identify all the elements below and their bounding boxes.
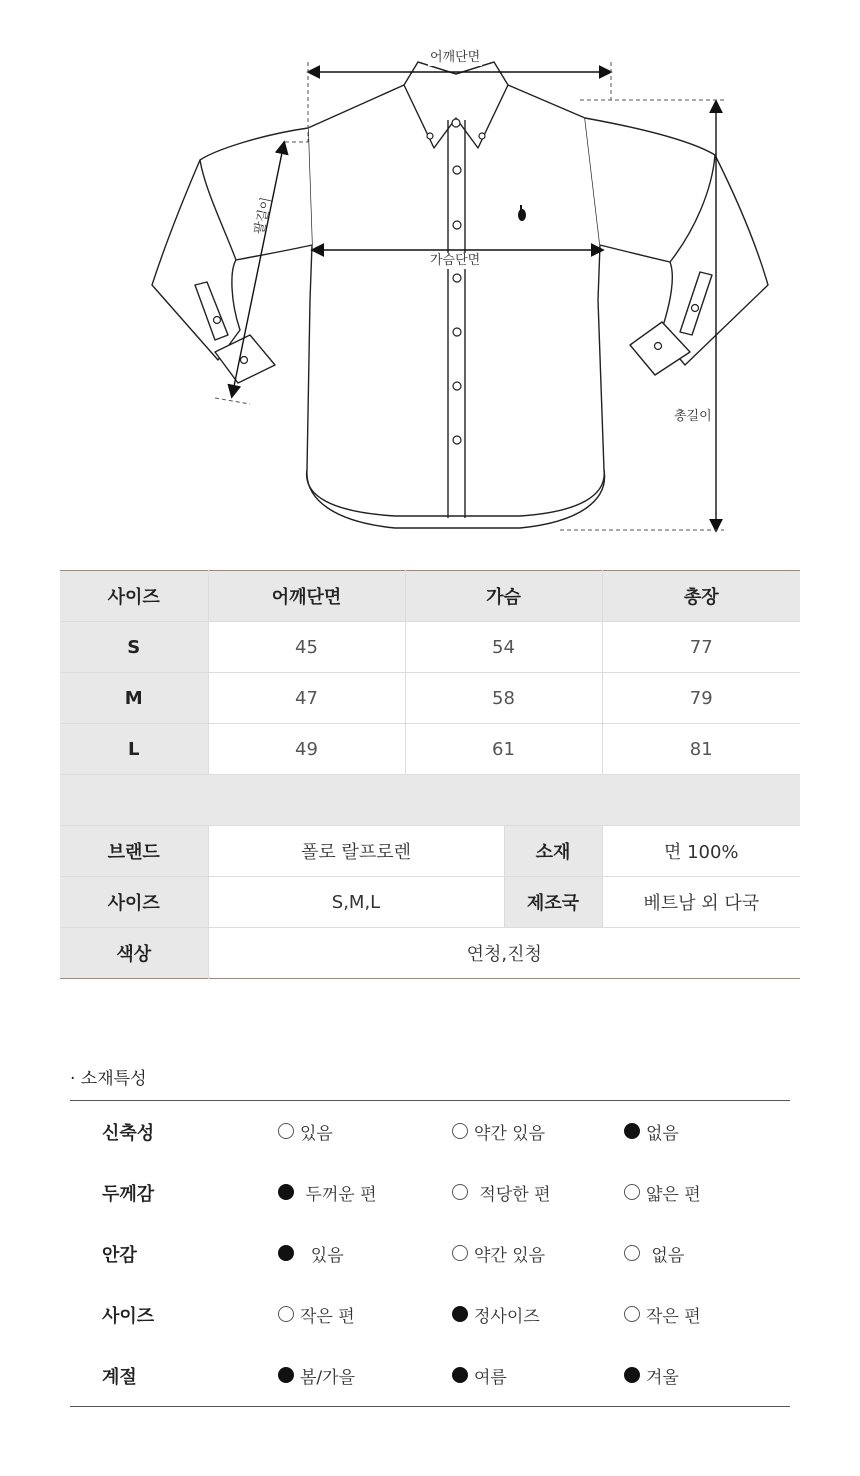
radio-option-label: 있음 <box>300 1123 333 1144</box>
material-row-label: 사이즈 <box>102 1305 155 1327</box>
radio-option[interactable] <box>278 1241 344 1266</box>
shoulder-cell: 49 <box>208 724 405 775</box>
header-length: 총장 <box>602 571 800 622</box>
material-section-title: · 소재특성 <box>70 1069 147 1089</box>
header-shoulder: 어깨단면 <box>208 571 405 622</box>
table-row <box>60 622 800 673</box>
radio-option[interactable] <box>624 1119 679 1144</box>
radio-empty-icon <box>278 1306 294 1322</box>
radio-option[interactable] <box>278 1180 377 1205</box>
radio-filled-icon <box>452 1367 468 1383</box>
chest-label: 가슴단면 <box>430 253 481 268</box>
radio-option[interactable] <box>452 1119 545 1144</box>
shoulder-cell: 47 <box>208 673 405 724</box>
info-row-color <box>60 928 800 979</box>
shoulder-label: 어깨단면 <box>430 50 481 65</box>
radio-empty-icon <box>452 1184 468 1200</box>
spacer-row <box>60 775 800 826</box>
material-row <box>70 1162 790 1223</box>
material-row <box>70 1101 790 1163</box>
total-length-label: 총길이 <box>674 409 712 424</box>
radio-empty-icon <box>624 1306 640 1322</box>
radio-option[interactable] <box>278 1363 355 1388</box>
brand-value: 폴로 랄프로렌 <box>208 826 504 877</box>
radio-empty-icon <box>452 1123 468 1139</box>
size-cell: S <box>60 622 208 673</box>
material-row <box>70 1345 790 1407</box>
chest-cell: 61 <box>405 724 602 775</box>
radio-empty-icon <box>624 1184 640 1200</box>
radio-filled-icon <box>278 1367 294 1383</box>
radio-option-label: 적당한 편 <box>474 1184 551 1205</box>
radio-filled-icon <box>452 1306 468 1322</box>
radio-filled-icon <box>624 1367 640 1383</box>
radio-option-label: 여름 <box>474 1367 507 1388</box>
sleeve-length-label: 팔길이 <box>252 195 275 236</box>
radio-option-label: 없음 <box>646 1123 679 1144</box>
length-cell: 77 <box>602 622 800 673</box>
header-chest: 가슴 <box>405 571 602 622</box>
shoulder-cell: 45 <box>208 622 405 673</box>
origin-value: 베트남 외 다국 <box>602 877 800 928</box>
radio-option[interactable] <box>278 1302 355 1327</box>
info-size-value: S,M,L <box>208 877 504 928</box>
size-header-row <box>60 571 800 622</box>
radio-option-label: 약간 있음 <box>474 1123 546 1144</box>
radio-option-label: 약간 있음 <box>474 1245 546 1266</box>
radio-filled-icon <box>624 1123 640 1139</box>
radio-option-label: 두꺼운 편 <box>300 1184 377 1205</box>
size-table <box>60 570 800 979</box>
material-row-label: 신축성 <box>102 1122 155 1144</box>
table-row <box>60 724 800 775</box>
origin-label: 제조국 <box>504 877 602 928</box>
material-label: 소재 <box>504 826 602 877</box>
radio-option[interactable] <box>452 1302 540 1327</box>
length-cell: 79 <box>602 673 800 724</box>
shirt-illustration <box>0 0 860 560</box>
size-cell: M <box>60 673 208 724</box>
radio-option[interactable] <box>624 1363 679 1388</box>
material-row-label: 계절 <box>102 1366 137 1388</box>
radio-option[interactable] <box>624 1302 701 1327</box>
info-row-size <box>60 877 800 928</box>
radio-empty-icon <box>278 1123 294 1139</box>
radio-option[interactable] <box>624 1241 684 1266</box>
radio-option-label: 겨울 <box>646 1367 679 1388</box>
table-row <box>60 673 800 724</box>
material-row <box>70 1223 790 1284</box>
radio-option-label: 없음 <box>646 1245 685 1266</box>
material-table <box>70 1100 790 1407</box>
radio-option-label: 작은 편 <box>646 1306 701 1327</box>
radio-option[interactable] <box>624 1180 701 1205</box>
chest-cell: 54 <box>405 622 602 673</box>
radio-option[interactable] <box>452 1363 507 1388</box>
radio-empty-icon <box>452 1245 468 1261</box>
material-value: 면 100% <box>602 826 800 877</box>
info-size-label: 사이즈 <box>60 877 208 928</box>
shirt-measurement-diagram <box>0 0 860 560</box>
radio-option[interactable] <box>278 1119 333 1144</box>
radio-filled-icon <box>278 1245 294 1261</box>
radio-option-label: 봄/가을 <box>300 1367 355 1388</box>
info-row-brand <box>60 826 800 877</box>
material-row-label: 안감 <box>102 1244 137 1266</box>
brand-label: 브랜드 <box>60 826 208 877</box>
radio-option[interactable] <box>452 1180 551 1205</box>
color-label: 색상 <box>60 928 208 979</box>
material-row-label: 두께감 <box>102 1183 155 1205</box>
chest-cell: 58 <box>405 673 602 724</box>
length-cell: 81 <box>602 724 800 775</box>
radio-option[interactable] <box>452 1241 545 1266</box>
radio-empty-icon <box>624 1245 640 1261</box>
radio-filled-icon <box>278 1184 294 1200</box>
size-cell: L <box>60 724 208 775</box>
radio-option-label: 작은 편 <box>300 1306 355 1327</box>
radio-option-label: 정사이즈 <box>474 1306 540 1327</box>
radio-option-label: 얇은 편 <box>646 1184 701 1205</box>
color-value: 연청,진청 <box>208 928 800 979</box>
radio-option-label: 있음 <box>300 1245 344 1266</box>
header-size: 사이즈 <box>60 571 208 622</box>
material-row <box>70 1284 790 1345</box>
